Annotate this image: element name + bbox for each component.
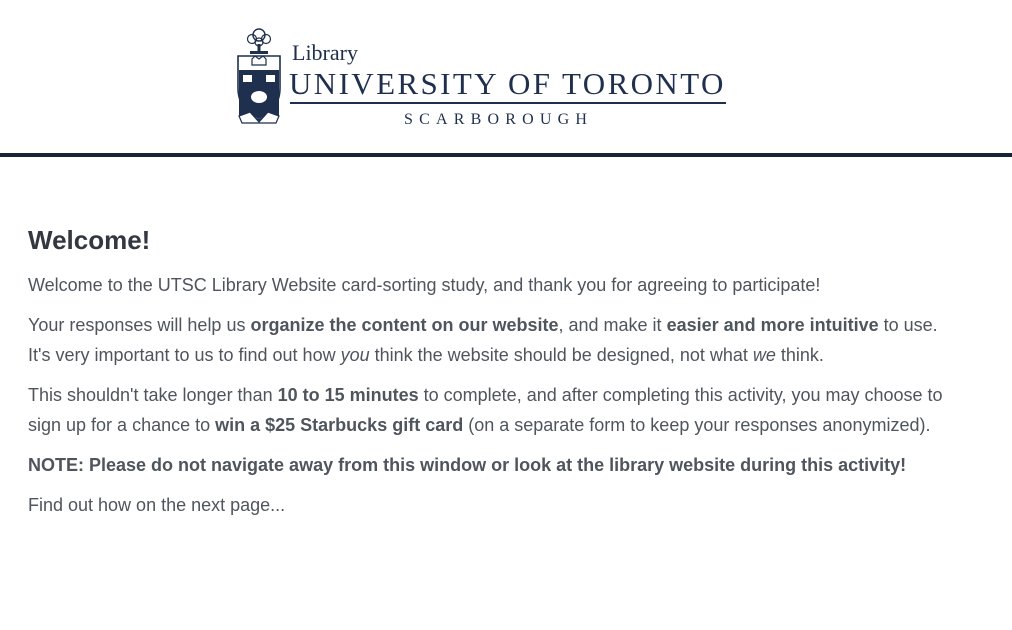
purpose-emphasis: organize the content on our website bbox=[250, 315, 559, 335]
duration-text: This shouldn't take longer than bbox=[28, 385, 278, 405]
duration-text: (on a separate form to keep your responses anonymized). bbox=[463, 415, 931, 435]
site-header bbox=[0, 0, 1012, 157]
purpose-italic: you bbox=[340, 345, 370, 365]
prize-emphasis: win a $25 Starbucks gift card bbox=[215, 415, 464, 435]
purpose-text: think. bbox=[775, 345, 824, 365]
purpose-italic: we bbox=[752, 345, 776, 365]
note-text: NOTE: Please do not navigate away from this window or look at the library website during this activity! bbox=[28, 455, 907, 475]
purpose-text: Your responses will help us bbox=[28, 315, 251, 335]
university-name: UNIVERSITY OF TORONTO bbox=[289, 66, 726, 101]
duration-emphasis: 10 to 15 minutes bbox=[277, 385, 419, 405]
duration-paragraph bbox=[28, 380, 958, 440]
intro-paragraph: Welcome to the UTSC Library Website card-sorting study, and thank you for agreeing to participate! bbox=[28, 275, 821, 295]
purpose-text: , and make it bbox=[558, 315, 667, 335]
purpose-emphasis: easier and more intuitive bbox=[666, 315, 879, 335]
university-crest-icon bbox=[236, 26, 282, 126]
wordmark-divider bbox=[290, 102, 726, 104]
next-page-hint: Find out how on the next page... bbox=[28, 495, 286, 515]
campus-name: SCARBOROUGH bbox=[404, 111, 594, 128]
duration-text: to complete, and after completing this activity, you may choose to sign up for a chance to bbox=[28, 385, 943, 435]
purpose-text: think the website should be designed, not what bbox=[369, 345, 753, 365]
purpose-paragraph bbox=[28, 310, 958, 370]
welcome-content bbox=[28, 222, 958, 530]
purpose-text: to use. It's very important to us to find out how bbox=[28, 315, 938, 365]
page-title: Welcome! bbox=[28, 225, 151, 255]
note-paragraph bbox=[28, 450, 958, 480]
library-label: Library bbox=[292, 40, 358, 65]
